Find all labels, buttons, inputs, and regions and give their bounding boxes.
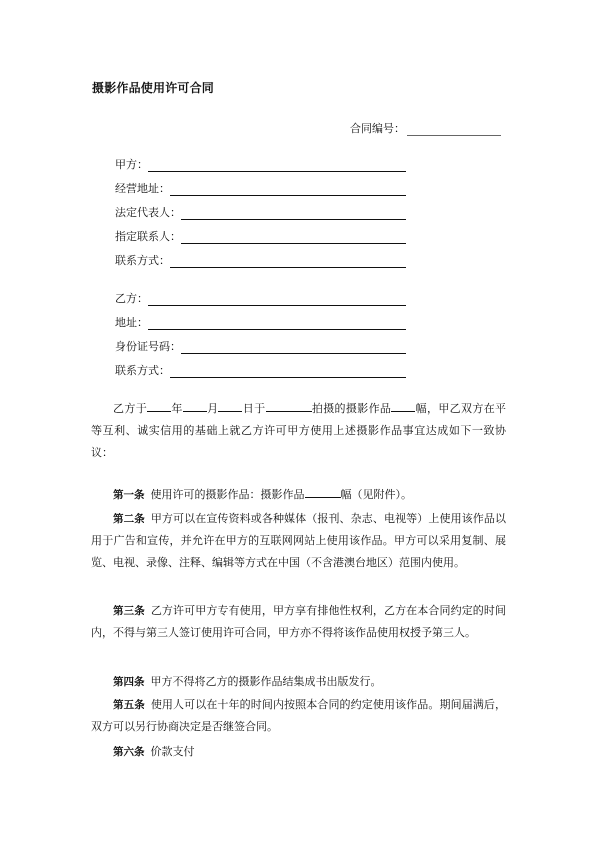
article-2-title: 第二条 <box>113 513 145 525</box>
intro-text-6: 幅，甲乙双方在平等互利、诚实信用的基础上就乙方许可甲方使用上述摄影作品事宜达成如下一致协议： <box>91 402 507 459</box>
intro-text-2: 年 <box>171 402 183 415</box>
party-b-name-label: 乙方： <box>115 292 148 305</box>
intro-place-blank[interactable] <box>266 399 312 412</box>
party-a-name-row <box>115 158 406 172</box>
article-1-text-post: 幅（见附件）。 <box>340 488 412 501</box>
party-a-name-label: 甲方： <box>115 158 148 171</box>
party-b-id-label: 身份证号码： <box>115 340 181 353</box>
article-5 <box>91 694 506 738</box>
party-a-contact-label: 指定联系人： <box>115 230 181 243</box>
intro-text-3: 月 <box>206 402 219 415</box>
contract-number-label: 合同编号： <box>350 122 405 135</box>
article-3 <box>91 600 506 644</box>
party-b-name-blank[interactable] <box>148 293 406 306</box>
article-4 <box>91 671 506 693</box>
intro-day-blank[interactable] <box>218 399 242 412</box>
party-b-id-row <box>115 340 406 354</box>
article-6-title: 第六条 <box>113 746 145 758</box>
party-b-contact-method-row <box>115 364 406 378</box>
intro-year-blank[interactable] <box>147 399 171 412</box>
intro-text-4: 日于 <box>242 402 266 415</box>
article-1 <box>91 484 506 506</box>
party-b-contact-method-label: 联系方式： <box>115 364 170 377</box>
article-6-text: 价款支付 <box>150 745 195 758</box>
party-b-name-row <box>115 292 406 306</box>
party-a-contact-row <box>115 230 406 244</box>
article-1-text-pre: 使用许可的摄影作品：摄影作品 <box>150 488 305 501</box>
party-b-address-label: 地址： <box>115 316 148 329</box>
article-5-title: 第五条 <box>113 699 145 711</box>
article-1-title: 第一条 <box>113 489 145 501</box>
intro-paragraph <box>91 398 506 464</box>
party-a-name-blank[interactable] <box>148 159 406 172</box>
intro-count-blank[interactable] <box>391 399 415 412</box>
party-b-contact-method-blank[interactable] <box>170 365 406 378</box>
party-a-contact-method-blank[interactable] <box>170 255 406 268</box>
intro-month-blank[interactable] <box>183 399 207 412</box>
party-a-address-label: 经营地址： <box>115 182 170 195</box>
article-4-text: 甲方不得将乙方的摄影作品结集成书出版发行。 <box>150 675 382 688</box>
party-a-legal-rep-label: 法定代表人： <box>115 206 181 219</box>
party-a-contact-method-label: 联系方式： <box>115 254 170 267</box>
party-a-address-blank[interactable] <box>170 183 406 196</box>
article-3-title: 第三条 <box>113 605 145 617</box>
contract-number-blank[interactable] <box>407 123 501 136</box>
intro-text-5: 拍摄的摄影作品 <box>311 402 392 415</box>
document-title: 摄影作品使用许可合同 <box>92 81 215 95</box>
party-b-address-row <box>115 316 406 330</box>
party-b-address-blank[interactable] <box>148 317 406 330</box>
party-a-address-row <box>115 182 406 196</box>
party-a-legal-rep-row <box>115 206 406 220</box>
party-a-contact-blank[interactable] <box>181 231 406 244</box>
party-a-legal-rep-blank[interactable] <box>181 207 406 220</box>
intro-text-1: 乙方于 <box>113 402 148 415</box>
article-1-count-blank[interactable] <box>305 485 341 498</box>
contract-number <box>350 120 501 136</box>
article-6 <box>91 741 506 763</box>
article-2-text: 甲方可以在宣传资料或各种媒体（报刊、杂志、电视等）上使用该作品以用于广告和宣传，并允许在甲方的互联网网站上使用该作品。甲方可以采用复制、展览、电视、录像、注释、编辑等方式在中国（不含港澳台地区）范围内使用。 <box>91 512 507 569</box>
article-3-text: 乙方许可甲方专有使用，甲方享有排他性权利，乙方在本合同约定的时间内，不得与第三人签订使用许可合同，甲方亦不得将该作品使用权授予第三人。 <box>91 604 507 639</box>
article-4-title: 第四条 <box>113 676 145 688</box>
party-a-contact-method-row <box>115 254 406 268</box>
article-5-text: 使用人可以在十年的时间内按照本合同的约定使用该作品。期间届满后，双方可以另行协商决定是否继签合同。 <box>91 698 507 733</box>
party-b-id-blank[interactable] <box>181 341 406 354</box>
article-2 <box>91 508 506 574</box>
